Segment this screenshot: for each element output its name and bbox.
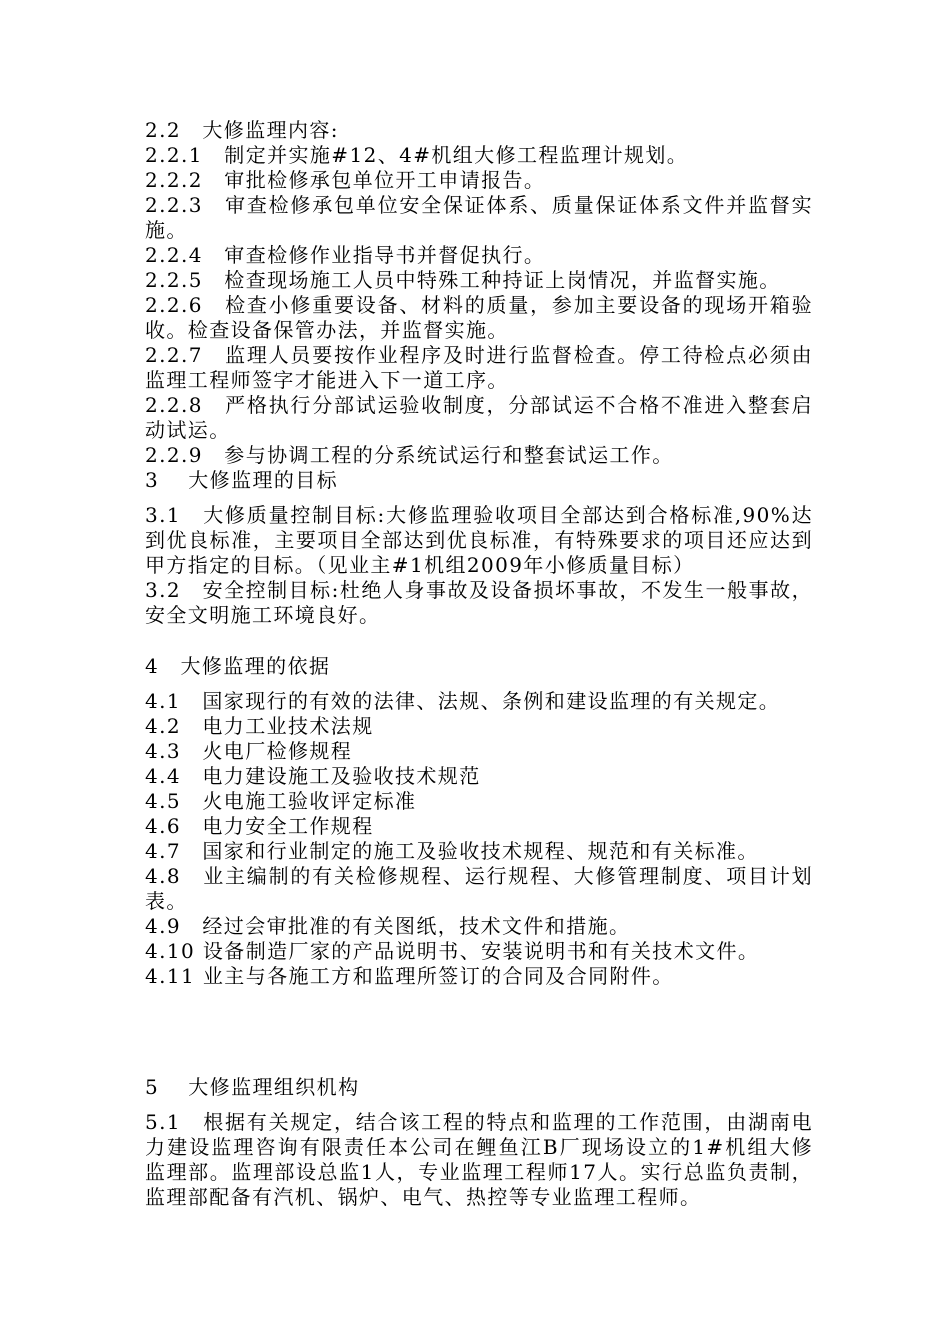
document-page xyxy=(145,118,813,1210)
item-2-2-9: 2.2.9 参与协调工程的分系统试运行和整套试运工作。 xyxy=(145,443,674,467)
item-2-2-1: 2.2.1 制定并实施#12、4#机组大修工程监理计规划。 xyxy=(145,143,689,167)
item-2-2-3: 2.2.3 审查检修承包单位安全保证体系、质量保证体系文件并监督实施。 xyxy=(145,193,813,242)
item-4-6: 4.6 电力安全工作规程 xyxy=(145,814,374,838)
item-2-2-8: 2.2.8 严格执行分部试运验收制度，分部试运不合格不准进入整套启动试运。 xyxy=(145,393,813,442)
item-4-5: 4.5 火电施工验收评定标准 xyxy=(145,789,417,813)
item-5-1: 5.1 根据有关规定，结合该工程的特点和监理的工作范围，由湖南电力建设监理咨询有限责任本公司在鲤鱼江B厂现场设立的1#机组大修监理部。监理部设总监1人，专业监理工程师17人。实行总监负责制，监理部配备有汽机、锅炉、电气、热控等专业监理工程师。 xyxy=(145,1110,813,1209)
spacer xyxy=(145,493,813,503)
spacer xyxy=(145,628,813,654)
section-5-heading: 5 大修监理组织机构 xyxy=(145,1075,360,1099)
section-2-2-heading: 2.2 大修监理内容: xyxy=(145,118,339,142)
item-3-2: 3.2 安全控制目标:杜绝人身事故及设备损坏事故，不发生一般事故，安全文明施工环境良好。 xyxy=(145,578,813,627)
item-3-1: 3.1 大修质量控制目标:大修监理验收项目全部达到合格标准,90%达到优良标准，主要项目全部达到优良标准，有特殊要求的项目还应达到甲方指定的目标。（见业主#1机组2009年小修质量目标） xyxy=(145,503,813,577)
spacer xyxy=(145,989,813,1075)
item-4-10: 4.10 设备制造厂家的产品说明书、安装说明书和有关技术文件。 xyxy=(145,939,760,963)
item-2-2-6: 2.2.6 检查小修重要设备、材料的质量，参加主要设备的现场开箱验收。检查设备保管办法，并监督实施。 xyxy=(145,293,813,342)
item-4-1: 4.1 国家现行的有效的法律、法规、条例和建设监理的有关规定。 xyxy=(145,689,781,713)
item-4-7: 4.7 国家和行业制定的施工及验收技术规程、规范和有关标准。 xyxy=(145,839,759,863)
item-4-4: 4.4 电力建设施工及验收技术规范 xyxy=(145,764,481,788)
spacer xyxy=(145,679,813,689)
item-2-2-2: 2.2.2 审批检修承包单位开工申请报告。 xyxy=(145,168,546,192)
section-3-heading: 3 大修监理的目标 xyxy=(145,468,339,492)
section-4-heading: 4 大修监理的依据 xyxy=(145,654,331,678)
item-4-8: 4.8 业主编制的有关检修规程、运行规程、大修管理制度、项目计划表。 xyxy=(145,864,813,913)
spacer xyxy=(145,1100,813,1110)
item-4-3: 4.3 火电厂检修规程 xyxy=(145,739,353,763)
item-2-2-4: 2.2.4 审查检修作业指导书并督促执行。 xyxy=(145,243,546,267)
item-4-2: 4.2 电力工业技术法规 xyxy=(145,714,374,738)
item-4-11: 4.11 业主与各施工方和监理所签订的合同及合同附件。 xyxy=(145,964,674,988)
item-2-2-5: 2.2.5 检查现场施工人员中特殊工种持证上岗情况，并监督实施。 xyxy=(145,268,781,292)
item-4-9: 4.9 经过会审批准的有关图纸，技术文件和措施。 xyxy=(145,914,631,938)
item-2-2-7: 2.2.7 监理人员要按作业程序及时进行监督检查。停工待检点必须由监理工程师签字才能进入下一道工序。 xyxy=(145,343,813,392)
